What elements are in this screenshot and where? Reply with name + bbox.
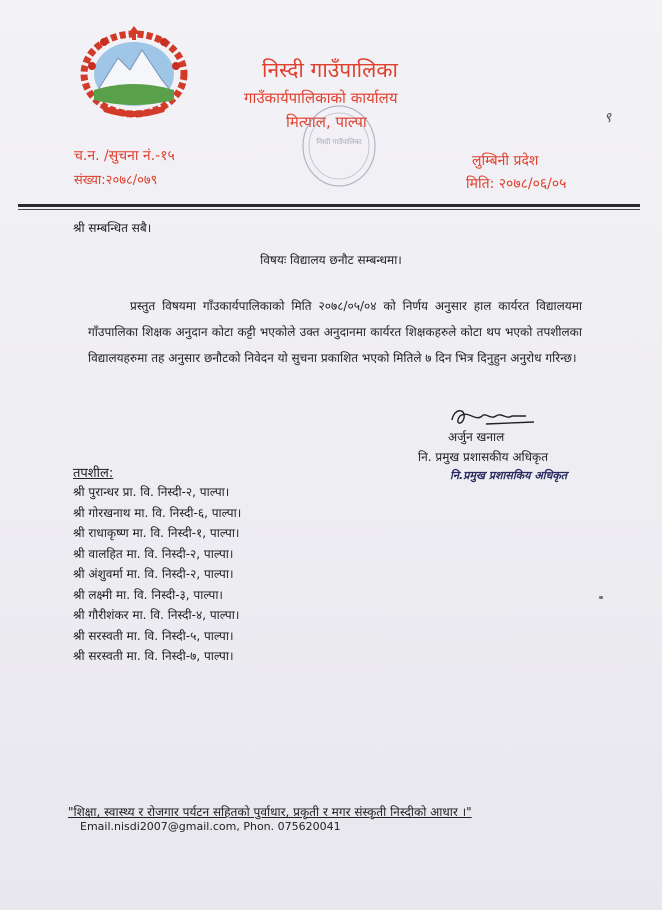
office-name: निस्दी गाउँपालिका — [262, 58, 398, 82]
signature-scribble-icon — [446, 404, 538, 430]
signatory-title: नि. प्रमुख प्रशासकीय अधिकृत — [418, 450, 549, 464]
subject-line: विषयः विद्यालय छनौट सम्बन्धमा। — [260, 253, 402, 267]
cc-item: श्री पुरान्धर प्रा. वि. निस्दी-२, पाल्पा। — [73, 485, 230, 499]
cc-item: श्री राधाकृष्ण मा. वि. निस्दी-१, पाल्पा। — [73, 526, 240, 540]
margin-pen-mark: ९ — [604, 110, 612, 126]
letter-body: प्रस्तुत विषयमा गाँउकार्यपालिकाको मिति २०७८/०५/०४ को निर्णय अनुसार हाल कार्यरत विद्यालयमा गाँउपालिका शिक्षक अनुदान कोटा कट्टी भएकोले उक्त अनुदानमा कार्यरत शिक्षकहरुले कोटा थप भएको तपशीलका विद्यालयहरुमा तह अनुसार छनौटको निवेदन यो सुचना प्रकाशित भएको मितिले ७ दिन भित्र दिनुहुन अनुरोध गरिन्छ। — [88, 299, 582, 365]
signatory-seal: नि.प्रमुख प्रशासकिय अधिकृत — [450, 469, 568, 482]
letter-date: मिति: २०७८/०६/०५ — [466, 176, 567, 192]
footer-contact: Email.nisdi2007@gmail.com, Phon. 075620041 — [80, 820, 341, 833]
header-divider — [18, 204, 640, 207]
office-location: मित्याल, पाल्पा — [286, 113, 367, 131]
svg-text:निस्दी गाउँपालिका: निस्दी गाउँपालिका — [316, 138, 362, 146]
paper-mark — [599, 596, 603, 599]
cc-item: श्री वालहित मा. वि. निस्दी-२, पाल्पा। — [73, 546, 234, 561]
cc-heading: तपशील: — [73, 466, 114, 481]
nepal-emblem-icon — [78, 24, 190, 118]
province-name: लुम्बिनी प्रदेश — [472, 153, 539, 169]
reference-number: च.न. /सुचना नं.-१५ — [74, 148, 175, 164]
cc-item: श्री गौरीशंकर मा. वि. निस्दी-४, पाल्पा। — [73, 608, 240, 622]
office-subtitle: गाउँकार्यपालिकाको कार्यालय — [244, 89, 398, 107]
header-divider-thin — [18, 209, 640, 210]
cc-item: श्री लक्ष्मी मा. वि. निस्दी-३, पाल्पा। — [73, 587, 223, 602]
footer-motto: "शिक्षा, स्वास्थ्य र रोजगार पर्यटन सहितको पुर्वाधार, प्रकृती र मगर संस्कृती निस्दीको आधार ।" — [68, 805, 472, 819]
fiscal-year: संख्या:२०७८/०७९ — [74, 173, 158, 188]
cc-item: श्री गोरखनाथ मा. वि. निस्दी-६, पाल्पा। — [73, 505, 242, 520]
salutation: श्री सम्बन्धित सबै। — [73, 221, 152, 235]
signatory-name: अर्जुन खनाल — [448, 430, 505, 444]
cc-item: श्री अंशुवर्मा मा. वि. निस्दी-२, पाल्पा। — [73, 567, 234, 581]
cc-item: श्री सरस्वती मा. वि. निस्दी-५, पाल्पा। — [73, 628, 234, 643]
office-stamp-icon — [300, 104, 378, 188]
cc-list — [73, 482, 241, 667]
cc-item: श्री सरस्वती मा. वि. निस्दी-७, पाल्पा। — [73, 649, 234, 663]
